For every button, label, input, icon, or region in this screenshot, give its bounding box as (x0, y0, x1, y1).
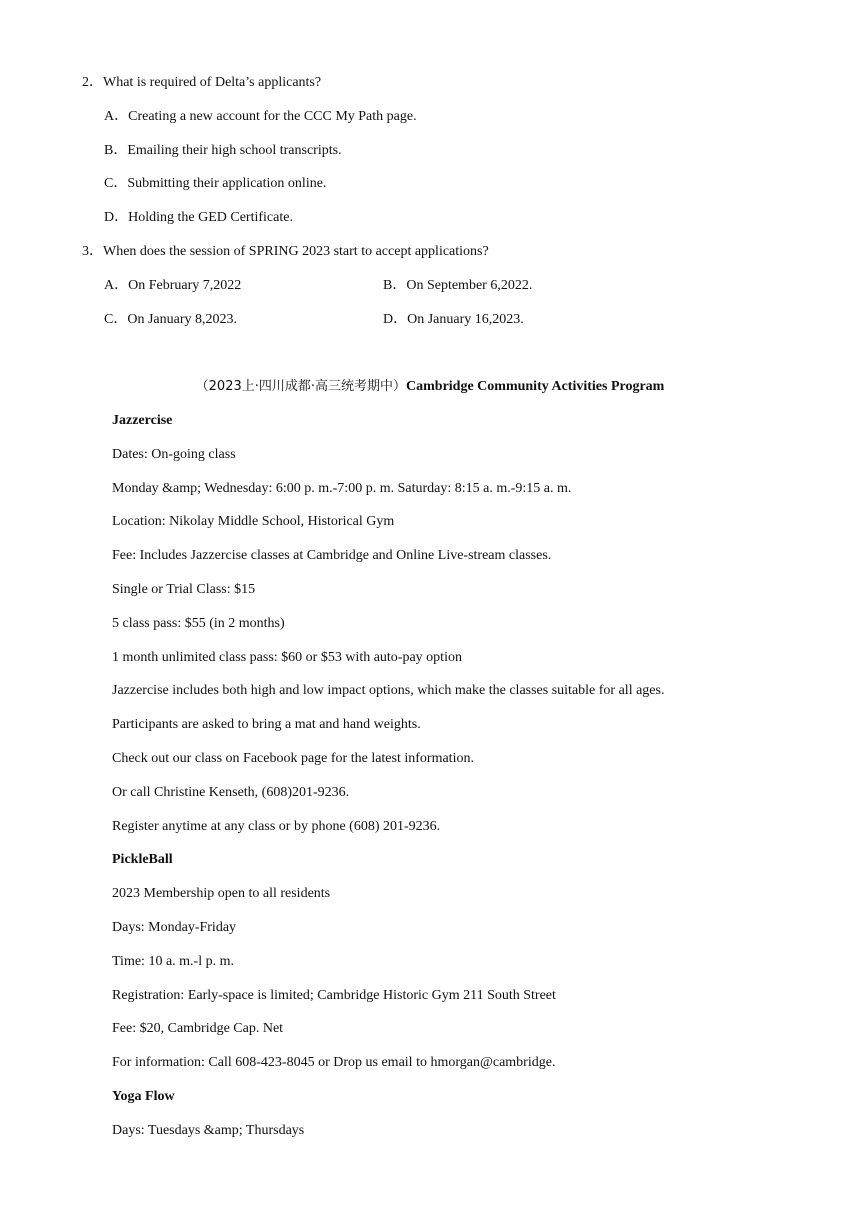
pickleball-line: Fee: $20, Cambridge Cap. Net (112, 1021, 284, 1036)
question-3-option-a: A．On February 7,2022 (104, 278, 242, 293)
jazzercise-line: Dates: On-going class (112, 447, 236, 462)
jazzercise-line: Single or Trial Class: $15 (112, 582, 256, 597)
pickleball-line: 2023 Membership open to all residents (112, 886, 331, 901)
jazzercise-line: 5 class pass: $55 (in 2 months) (112, 616, 285, 631)
jazzercise-line: Monday &amp; Wednesday: 6:00 p. m.-7:00 p. m. Saturday: 8:15 a. m.-9:15 a. m. (112, 481, 572, 496)
question-3-stem: 3．When does the session of SPRING 2023 start to accept applications? (82, 244, 489, 259)
jazzercise-line: Location: Nikolay Middle School, Historical Gym (112, 514, 395, 529)
question-2-option-d: D．Holding the GED Certificate. (104, 210, 293, 225)
question-3-option-c: C．On January 8,2023. (104, 312, 237, 327)
jazzercise-line: Participants are asked to bring a mat and hand weights. (112, 717, 421, 732)
question-3-option-d: D．On January 16,2023. (383, 312, 524, 327)
question-2-stem: 2．What is required of Delta’s applicants? (82, 75, 322, 90)
question-2-option-c: C．Submitting their application online. (104, 176, 327, 191)
jazzercise-line: Jazzercise includes both high and low impact options, which make the classes suitable for all ages. (112, 683, 665, 698)
jazzercise-line: 1 month unlimited class pass: $60 or $53 with auto-pay option (112, 650, 462, 665)
passage-title-text: Cambridge Community Activities Program (406, 379, 665, 394)
question-3-option-b: B．On September 6,2022. (383, 278, 533, 293)
question-2-option-a: A．Creating a new account for the CCC My Path page. (104, 109, 417, 124)
pickleball-line: Time: 10 a. m.-l p. m. (112, 954, 234, 969)
jazzercise-line: Check out our class on Facebook page for the latest information. (112, 751, 474, 766)
jazzercise-line: Fee: Includes Jazzercise classes at Cambridge and Online Live-stream classes. (112, 548, 552, 563)
jazzercise-line: Or call Christine Kenseth, (608)201-9236. (112, 785, 350, 800)
pickleball-line: Registration: Early-space is limited; Cambridge Historic Gym 211 South Street (112, 988, 556, 1003)
section-heading-pickleball: PickleBall (112, 852, 173, 867)
pickleball-line: Days: Monday-Friday (112, 920, 237, 935)
passage-source: （2023上·四川成都·高三统考期中） (195, 379, 407, 394)
passage-title (0, 378, 860, 396)
pickleball-line: For information: Call 608-423-8045 or Drop us email to hmorgan@cambridge. (112, 1055, 556, 1070)
question-2-option-b: B．Emailing their high school transcripts. (104, 143, 342, 158)
jazzercise-line: Register anytime at any class or by phone (608) 201-9236. (112, 819, 441, 834)
section-heading-jazzercise: Jazzercise (112, 413, 173, 428)
section-heading-yoga-flow: Yoga Flow (112, 1089, 175, 1104)
yoga-flow-line: Days: Tuesdays &amp; Thursdays (112, 1123, 305, 1138)
